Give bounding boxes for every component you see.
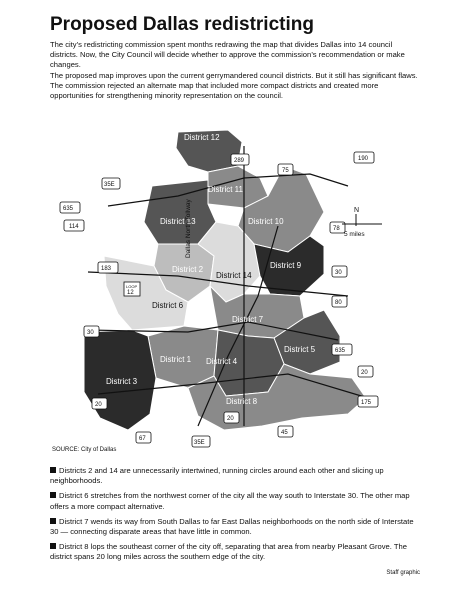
district-map-svg [48, 126, 420, 460]
district-13-area [144, 180, 216, 244]
district-label: District 1 [160, 355, 192, 364]
district-label: District 2 [172, 265, 204, 274]
district-label: District 11 [208, 185, 243, 194]
district-label: District 5 [284, 345, 316, 354]
svg-text:20: 20 [227, 416, 234, 422]
district-label: District 13 [160, 217, 196, 226]
district-label: District 9 [270, 261, 302, 270]
highway-shield [224, 412, 239, 423]
svg-text:30: 30 [335, 270, 342, 276]
bullet-list [50, 466, 420, 568]
tollway-label: Dallas North Tollway [185, 199, 192, 258]
svg-text:80: 80 [335, 300, 342, 306]
district-label: District 8 [226, 397, 258, 406]
svg-text:183: 183 [101, 266, 112, 272]
district-map [48, 126, 420, 460]
district-label: District 10 [248, 217, 284, 226]
highway-shield [332, 296, 347, 307]
highway-shield [84, 326, 99, 337]
svg-text:635: 635 [335, 348, 346, 354]
svg-text:30: 30 [87, 330, 94, 336]
highway-shield [332, 266, 347, 277]
highway-shield [136, 432, 151, 443]
intro-text [50, 40, 420, 101]
highway-shield [124, 282, 140, 296]
highway-shield [278, 164, 293, 175]
svg-text:190: 190 [358, 156, 369, 162]
district-label: District 6 [152, 301, 184, 310]
svg-text:20: 20 [95, 402, 102, 408]
bullet-square-icon [50, 543, 56, 549]
bullet-item [50, 517, 420, 537]
bullet-text: District 8 lops the southeast corner of the city off, separating that area from nearby Pleasant Grove. The district spans 20 long miles across the southern edge of the city. [50, 542, 407, 562]
highway-shield [98, 262, 118, 273]
bullet-square-icon [50, 518, 56, 524]
bullet-item [50, 466, 420, 486]
intro-paragraph-1: The city’s redistricting commission spent months redrawing the map that divides Dallas into 14 council districts. Now, the City Council will decide whether to approve the commission’s recommendation or make changes. [50, 40, 405, 70]
svg-text:35E: 35E [194, 440, 205, 446]
svg-text:12: 12 [127, 290, 134, 296]
highway-shield [354, 152, 374, 163]
staff-credit: Staff graphic [386, 570, 420, 576]
highway-shield [358, 396, 378, 407]
highway-shield [231, 154, 249, 165]
svg-text:LOOP: LOOP [126, 284, 138, 289]
svg-text:75: 75 [282, 168, 289, 174]
district-label: District 7 [232, 315, 264, 324]
bullet-item [50, 542, 420, 562]
svg-text:20: 20 [361, 370, 368, 376]
svg-text:N: N [354, 207, 360, 214]
bullet-text: Districts 2 and 14 are unnecessarily intertwined, running circles around each other and slicing up neighborhoods. [50, 466, 384, 486]
highway-shield [64, 220, 84, 231]
highway-shield [358, 366, 373, 377]
highway-shield [102, 178, 120, 189]
highway-shield [332, 344, 352, 355]
bullet-text: District 7 wends its way from South Dallas to far East Dallas neighborhoods on the north side of Interstate 30 — connecting disparate areas that have little in common. [50, 516, 414, 537]
source-note: SOURCE: City of Dallas [52, 447, 117, 453]
highway-shield [60, 202, 80, 213]
svg-text:175: 175 [361, 400, 372, 406]
highway-shield [192, 436, 210, 447]
compass [342, 207, 382, 226]
svg-text:67: 67 [139, 436, 146, 442]
page-title: Proposed Dallas redistricting [50, 14, 314, 35]
bullet-text: District 6 stretches from the northwest corner of the city all the way south to Interstate 30. The other map offers a more compact alternative. [50, 491, 410, 511]
bullet-square-icon [50, 467, 56, 473]
highway-shield [92, 398, 107, 409]
scale-label: 5 miles [344, 231, 365, 238]
district-label: District 12 [184, 133, 220, 142]
district-label: District 4 [206, 357, 238, 366]
bullet-item [50, 491, 420, 511]
svg-text:289: 289 [234, 158, 245, 164]
highway-shield [278, 426, 293, 437]
district-label: District 14 [216, 271, 252, 280]
svg-text:35E: 35E [104, 182, 115, 188]
intro-paragraph-2: The proposed map improves upon the current gerrymandered council districts. But it still has significant flaws. The commission rejected an alternate map that included more compact districts and created more opportunities for strengthening minority representation on the council. [50, 70, 418, 101]
svg-text:114: 114 [69, 224, 79, 230]
bullet-square-icon [50, 492, 56, 498]
district-label: District 3 [106, 377, 138, 386]
svg-text:45: 45 [281, 430, 288, 436]
svg-text:635: 635 [63, 206, 74, 212]
svg-text:78: 78 [333, 226, 340, 232]
